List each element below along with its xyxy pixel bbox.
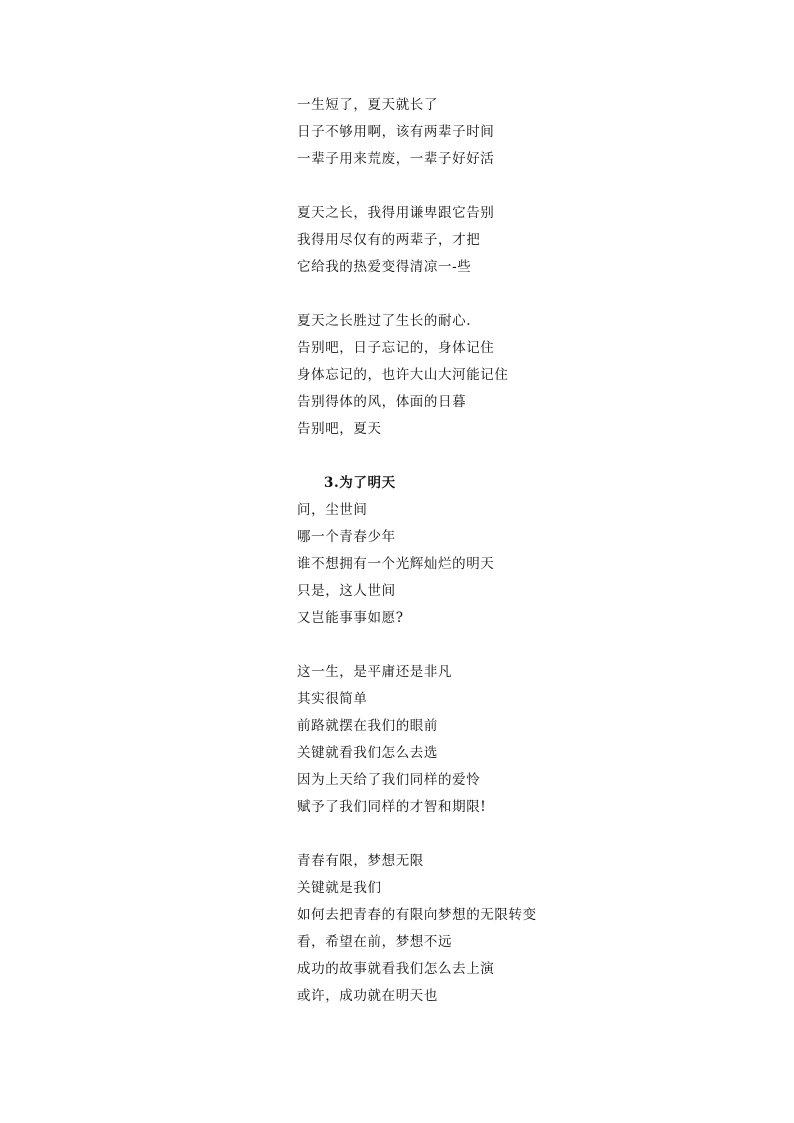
poem-line: 只是，这人世间 [297,583,396,599]
poem-line: 告别得体的风，体面的日暮 [297,394,467,410]
poem-line: 一生短了，夏天就长了 [297,97,438,113]
poem-line: 我得用尽仅有的两辈子，才把 [297,232,481,248]
poem-line: 一辈子用来荒废，一辈子好好活 [297,151,495,167]
poem-line: 日子不够用啊，该有两辈子时间 [297,124,495,140]
stanza-3 [297,308,737,443]
poem-line: 关键就是我们 [297,880,382,896]
poem-line: 告别吧，日子忘记的，身体记住 [297,340,495,356]
stanza-1 [297,92,737,173]
poem-line: 夏天之长胜过了生长的耐心. [297,313,472,329]
poem-line: 它给我的热爱变得清凉一-些 [297,259,472,275]
poem-line: 成功的故事就看我们怎么去上演 [297,961,495,977]
section-heading: 3.为了明天 [324,475,396,491]
poem-line: 问，尘世间 [297,502,368,518]
poem-line: 夏天之长，我得用谦卑跟它告别 [297,205,495,221]
stanza-6 [297,848,737,1010]
poem-line: 看，希望在前，梦想不远 [297,934,453,950]
stanza-5 [297,659,737,821]
poem-line: 又岂能事事如愿? [297,610,404,626]
poem-text-block [297,92,737,1037]
poem-line: 因为上天给了我们同样的爱怜 [297,772,481,788]
poem-line: 谁不想拥有一个光辉灿烂的明天 [297,556,495,572]
stanza-4 [297,497,737,632]
poem-line: 赋予了我们同样的才智和期限! [297,799,487,815]
poem-line: 这一生，是平庸还是非凡 [297,664,453,680]
poem-line: 或许，成功就在明天也 [297,988,438,1004]
poem-line: 关键就看我们怎么去选 [297,745,438,761]
poem-line: 告别吧，夏天 [297,421,382,437]
poem-line: 身体忘记的，也许大山大河能记住 [297,367,509,383]
poem-line: 如何去把青春的有限向梦想的无限转变 [297,907,537,923]
poem-line: 青春有限，梦想无限 [297,853,424,869]
stanza-2 [297,200,737,281]
section-heading-wrap [297,470,737,497]
poem-line: 其实很简单 [297,691,368,707]
poem-line: 前路就摆在我们的眼前 [297,718,438,734]
poem-line: 哪一个青春少年 [297,529,396,545]
